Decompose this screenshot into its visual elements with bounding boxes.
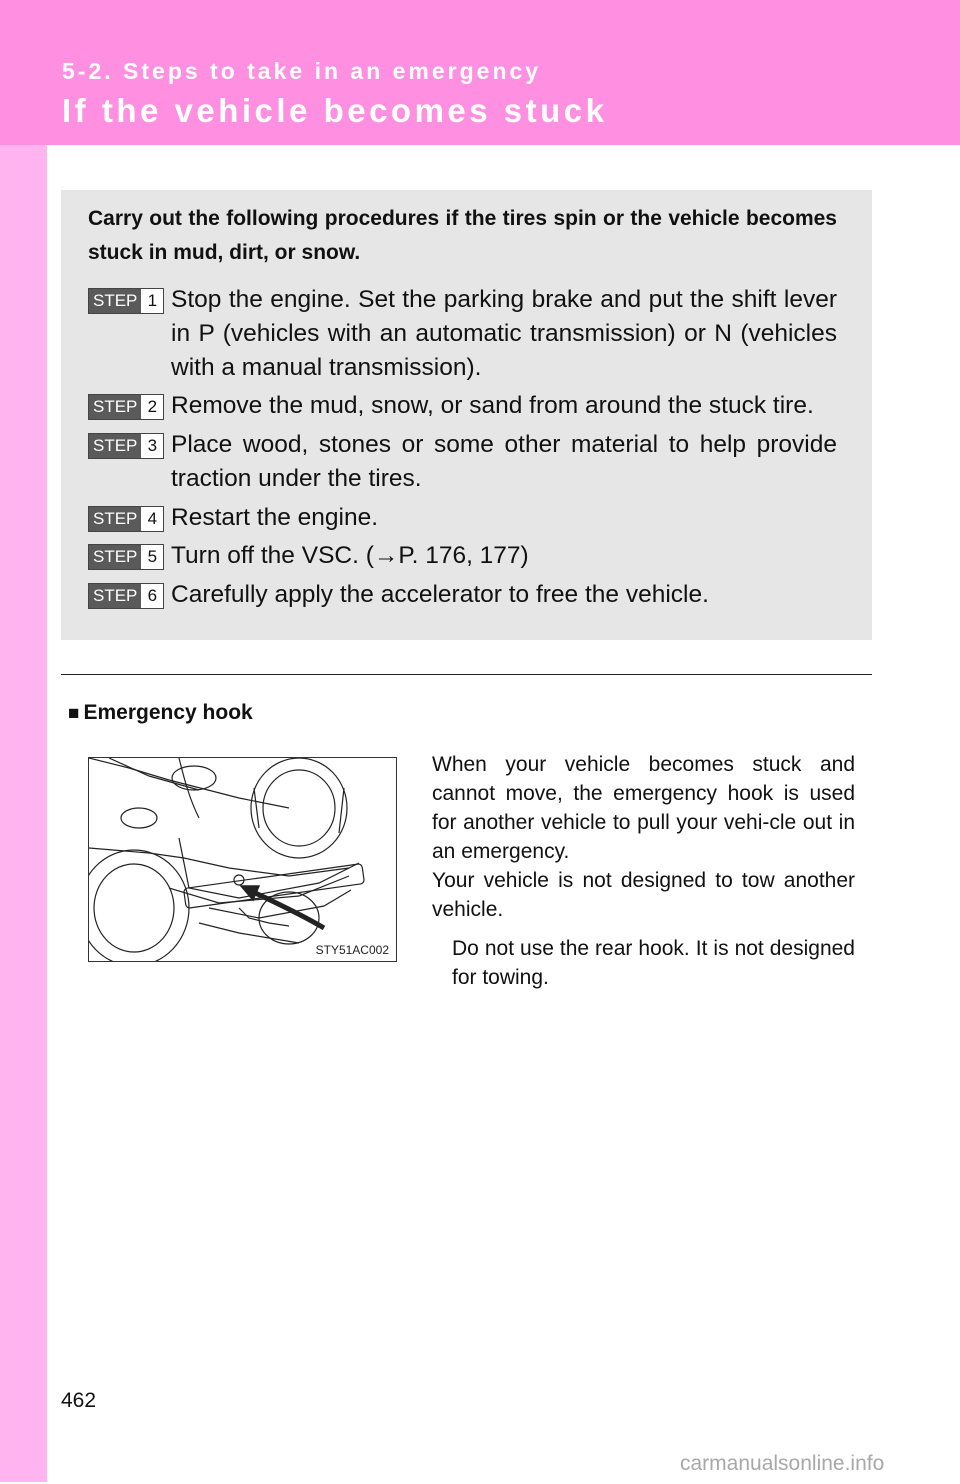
description-paragraph-1: When your vehicle becomes stuck and cannot move, the emergency hook is used for another vehicle to pull your vehi-cle out in an emergency.	[432, 753, 855, 863]
step-3	[88, 428, 837, 496]
step-badge: STEP 3	[88, 433, 164, 459]
step-text: Restart the engine.	[171, 504, 379, 531]
site-watermark: carmanualsonline.info	[680, 1452, 885, 1475]
section-divider	[61, 674, 872, 675]
side-thumb-band	[0, 145, 47, 1482]
bullet-square-icon: ■	[68, 703, 80, 724]
emergency-hook-heading	[68, 701, 253, 725]
step-text: Carefully apply the accelerator to free the vehicle.	[171, 581, 709, 608]
step-2	[88, 389, 837, 423]
section-label: 5-2. Steps to take in an emergency	[62, 58, 542, 84]
step-text: Turn off the VSC. (→P. 176, 177)	[171, 542, 529, 569]
chapter-header	[0, 0, 960, 145]
emergency-hook-description	[432, 750, 855, 924]
procedure-intro: Carry out the following procedures if the tires spin or the vehicle becomes stuck in mud, dirt, or snow.	[88, 207, 837, 264]
step-5	[88, 539, 837, 573]
step-badge: STEP 1	[88, 288, 164, 314]
heading-text: Emergency hook	[83, 701, 253, 724]
step-text: Remove the mud, snow, or sand from around the stuck tire.	[171, 392, 814, 419]
emergency-hook-illustration	[88, 757, 397, 962]
page-number: 462	[61, 1389, 97, 1412]
step-badge: STEP 5	[88, 544, 164, 570]
description-paragraph-2: Your vehicle is not designed to tow another vehicle.	[432, 869, 855, 921]
vehicle-rear-illustration	[89, 758, 397, 962]
figure-code: STY51AC002	[315, 943, 389, 957]
step-text: Stop the engine. Set the parking brake and put the shift lever in P (vehicles with an automatic transmission) or N (vehicles with a manual transmission).	[171, 286, 837, 381]
page-title: If the vehicle becomes stuck	[62, 92, 608, 129]
step-badge: STEP 4	[88, 506, 164, 532]
step-text: Place wood, stones or some other material to help provide traction under the tires.	[171, 431, 837, 492]
step-badge: STEP 2	[88, 394, 164, 420]
rear-hook-note: Do not use the rear hook. It is not designed for towing.	[452, 937, 855, 989]
step-4	[88, 501, 837, 535]
step-badge: STEP 6	[88, 583, 164, 609]
step-1	[88, 283, 837, 385]
step-6	[88, 578, 837, 612]
